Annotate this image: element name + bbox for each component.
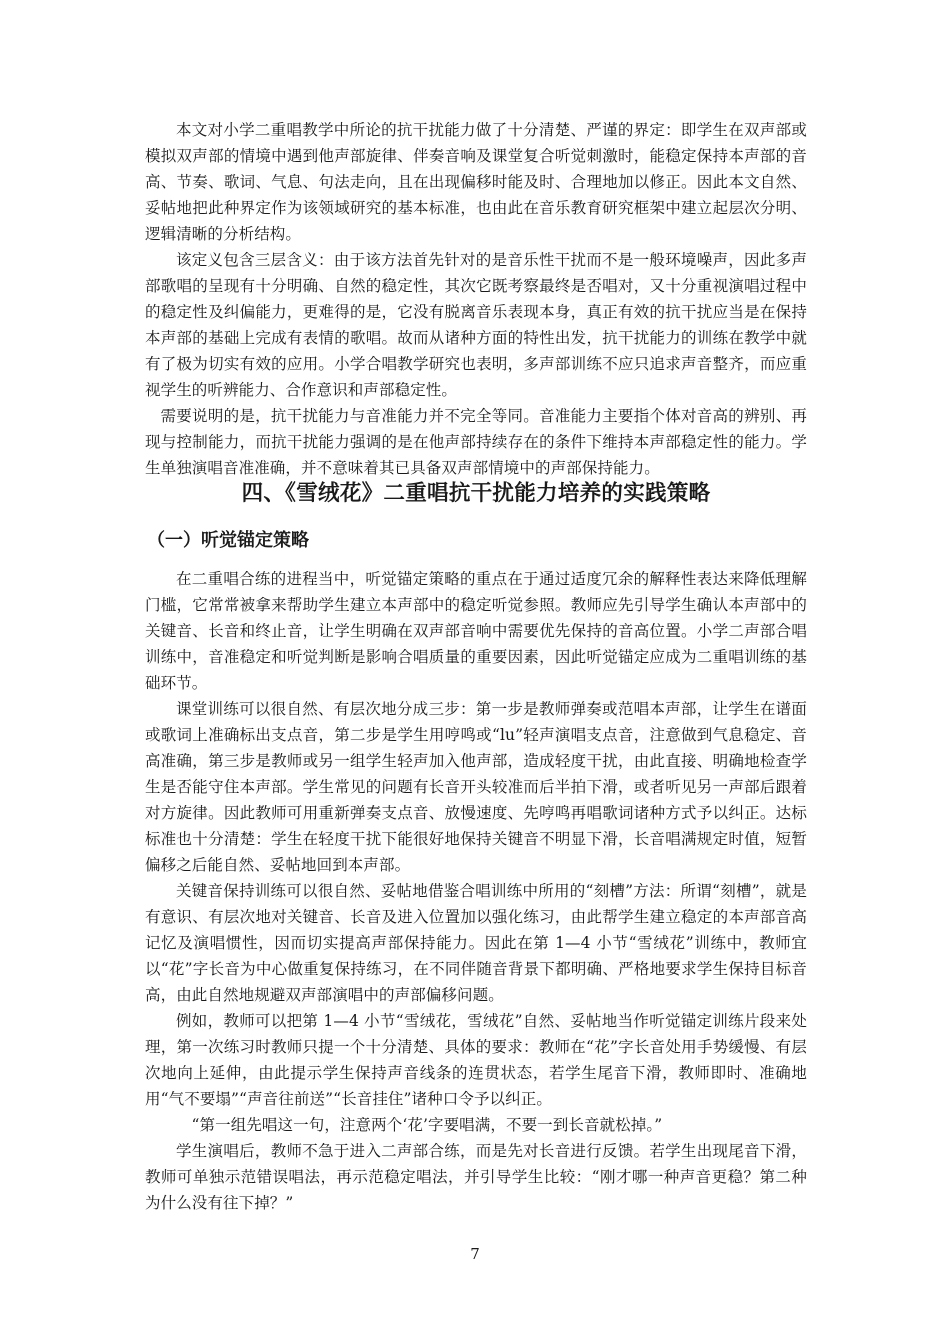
paragraph-three-steps: 课堂训练可以很自然、有层次地分成三步：第一步是教师弹奏或范唱本声部，让学生在谱面或歌词上准确标出支点音，第二步是学生用哼鸣或“lu”轻声演唱支点音，注意做到气息稳定、音高准确，第三步是教师或另一组学生轻声加入他声部，造成轻度干扰，由此直接、明确地检查学生是否能守住本声部。学生常见的问题有长音开头较准而后半拍下滑，或者听见另一声部后跟着对方旋律。因此教师可用重新弹奏支点音、放慢速度、先哼鸣再唱歌词诸种方式予以纠正。达标标准也十分清楚：学生在轻度干扰下能很好地保持关键音不明显下滑，长音唱满规定时值，短暂偏移之后能自然、妥帖地回到本声部。 (145, 700, 807, 874)
paragraph-definition: 本文对小学二重唱教学中所论的抗干扰能力做了十分清楚、严谨的界定：即学生在双声部或模拟双声部的情境中遇到他声部旋律、伴奏音响及课堂复合听觉刺激时，能稳定保持本声部的音高、节奏、歌词、气息、句法走向，且在出现偏移时能及时、合理地加以修正。因此本文自然、妥帖地把此种界定作为该领域研究的基本标准，也由此在音乐教育研究框架中建立起层次分明、逻辑清晰的分析结构。 (145, 121, 807, 243)
body-text-bottom (145, 566, 807, 1216)
paragraph-three-meanings: 该定义包含三层含义：由于该方法首先针对的是音乐性干扰而不是一般环境噪声，因此多声部歌唱的呈现有十分明确、自然的稳定性，其次它既考察最终是否唱对，又十分重视演唱过程中的稳定性及纠偏能力，更难得的是，它没有脱离音乐表现本身，真正有效的抗干扰应当是在保持本声部的基础上完成有表情的歌唱。故而从诸种方面的特性出发，抗干扰能力的训练在教学中就有了极为切实有效的应用。小学合唱教学研究也表明，多声部训练不应只追求声音整齐，而应重视学生的听辨能力、合作意识和声部稳定性。 (145, 251, 807, 399)
section-heading: 四、《雪绒花》二重唱抗干扰能力培养的实践策略 (241, 481, 711, 506)
paragraph-note: 需要说明的是，抗干扰能力与音准能力并不完全等同。音准能力主要指个体对音高的辨别、再现与控制能力，而抗干扰能力强调的是在他声部持续存在的条件下维持本声部稳定性的能力。学生单独演唱音准准确，并不意味着其已具备双声部情境中的声部保持能力。 (145, 407, 807, 477)
paragraph-example: 例如，教师可以把第 1—4 小节“雪绒花，雪绒花”自然、妥帖地当作听觉锚定训练片段来处理，第一次练习时教师只提一个十分清楚、具体的要求：教师在“花”字长音处用手势缓慢、有层次地向上延伸，由此提示学生保持声音线条的连贯状态，若学生尾音下滑，教师即时、准确地用“气不要塌”“声音往前送”“长音挂住”诸种口令予以纠正。 (145, 1012, 807, 1108)
paragraph-quote: “第一组先唱这一句，注意两个‘花’字要唱满，不要一到长音就松掉。” (191, 1116, 663, 1134)
page-number: 7 (470, 1245, 480, 1263)
paragraph-key-note-training: 关键音保持训练可以很自然、妥帖地借鉴合唱训练中所用的“刻槽”方法：所谓“刻槽”，就是有意识、有层次地对关键音、长音及进入位置加以强化练习，由此帮学生建立稳定的本声部音高记忆及演唱惯性，因而切实提高声部保持能力。因此在第 1—4 小节“雪绒花”训练中，教师宜以“花”字长音为中心做重复保持练习，在不同伴随音背景下都明确、严格地要求学生保持目标音高，由此自然地规避双声部演唱中的声部偏移问题。 (145, 882, 807, 1004)
paragraph-feedback: 学生演唱后，教师不急于进入二声部合练，而是先对长音进行反馈。若学生出现尾音下滑，教师可单独示范错误唱法，再示范稳定唱法，并引导学生比较：“刚才哪一种声音更稳？第二种为什么没有往下掉？” (145, 1142, 807, 1212)
body-text-top (145, 117, 807, 481)
subsection-heading: （一）听觉锚定策略 (147, 530, 309, 551)
paragraph-anchoring-intro: 在二重唱合练的进程当中，听觉锚定策略的重点在于通过适度冗余的解释性表达来降低理解门槛，它常常被拿来帮助学生建立本声部中的稳定听觉参照。教师应先引导学生确认本声部中的关键音、长音和终止音，让学生明确在双声部音响中需要优先保持的音高位置。小学二声部合唱训练中，音准稳定和听觉判断是影响合唱质量的重要因素，因此听觉锚定应成为二重唱训练的基础环节。 (145, 570, 807, 692)
